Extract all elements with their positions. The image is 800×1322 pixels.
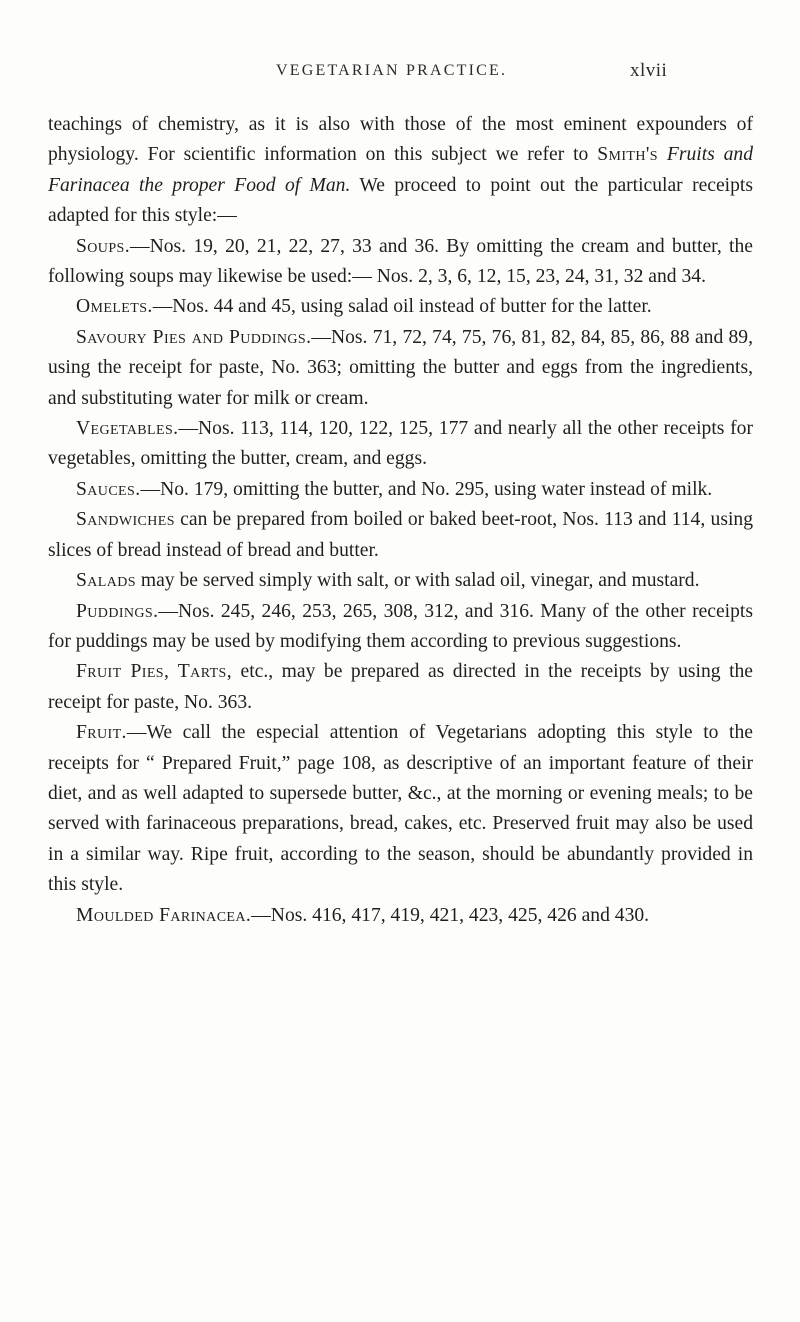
puddings-body: —Nos. 245, 246, 253, 265, 308, 312, and 316. Many of the other receipts for puddings may be used by modifying them according to previous suggestions. xyxy=(48,600,753,652)
vegetables-body: —Nos. 113, 114, 120, 122, 125, 177 and nearly all the other receipts for vegetables, omitting the butter, cream, and eggs. xyxy=(48,418,753,470)
paragraph-fruit-pies xyxy=(48,657,753,718)
salads-heading: Salads xyxy=(76,570,136,592)
paragraph-intro xyxy=(48,110,753,232)
intro-lead: teachings of chemistry, as it is also with those of the most eminent expounders of physiology. For scientific information on this subject we refer to xyxy=(48,114,753,166)
fruit-pies-body: etc., may be prepared as directed in the receipts by using the receipt for paste, No. 363. xyxy=(48,661,754,713)
paragraph-salads xyxy=(48,566,753,596)
vegetables-heading: Vegetables. xyxy=(76,418,179,440)
paragraph-puddings xyxy=(48,597,753,658)
paragraph-vegetables xyxy=(48,414,753,475)
intro-book-title: Fruits and Farinacea the proper Food of Man. xyxy=(48,144,754,196)
puddings-heading: Puddings. xyxy=(76,600,159,622)
sauces-body: —No. 179, omitting the butter, and No. 295, using water instead of milk. xyxy=(140,478,713,500)
soups-body: —Nos. 19, 20, 21, 22, 27, 33 and 36. By omitting the cream and butter, the following soups may likewise be used:— Nos. 2, 3, 6, 12, 15, 23, 24, 31, 32 and 34. xyxy=(48,235,753,288)
intro-author: Smith's xyxy=(597,144,658,166)
paragraph-savoury xyxy=(48,323,753,414)
paragraph-sauces xyxy=(48,475,753,505)
fruit-body: —We call the especial attention of Vegetarians adopting this style to the receipts for “ Prepared Fruit,” page 108, as descriptive of an important feature of their diet, and as well adapted to supersede butter, &c., at the morning or evening meals; to be served with farinaceous preparations, bread, cakes, etc. Preserved fruit may also be used in a similar way. Ripe fruit, according to the season, should be abundantly provided in this style. xyxy=(48,722,753,896)
savoury-body: —Nos. 71, 72, 74, 75, 76, 81, 82, 84, 85, 86, 88 and 89, using the receipt for paste, No. 363; omitting the butter and eggs from the ingredients, and substituting water for milk or cream. xyxy=(48,326,753,409)
salads-body: may be served simply with salt, or with salad oil, vinegar, and mustard. xyxy=(135,570,700,592)
paragraph-soups xyxy=(48,232,753,293)
savoury-heading: Savoury Pies and Puddings. xyxy=(76,326,312,348)
running-title: VEGETARIAN PRACTICE. xyxy=(276,62,508,79)
body-text xyxy=(48,110,753,931)
page-number: xlvii xyxy=(630,60,668,81)
paragraph-sandwiches xyxy=(48,505,753,566)
fruit-pies-heading: Fruit Pies, Tarts, xyxy=(76,661,233,683)
moulded-body: —Nos. 416, 417, 419, 421, 423, 425, 426 and 430. xyxy=(251,904,650,926)
sauces-heading: Sauces. xyxy=(76,478,141,500)
soups-heading: Soups. xyxy=(76,235,130,257)
paragraph-moulded xyxy=(48,901,753,931)
moulded-heading: Moulded Farinacea. xyxy=(76,904,252,926)
sandwiches-heading: Sandwiches xyxy=(76,509,175,531)
paragraph-omelets xyxy=(48,292,753,322)
paragraph-fruit xyxy=(48,718,753,900)
intro-tail: We proceed to point out the particular receipts adapted for this style:— xyxy=(48,174,753,227)
omelets-heading: Omelets. xyxy=(76,296,153,318)
fruit-heading: Fruit. xyxy=(76,722,127,744)
sandwiches-body: can be prepared from boiled or baked beet-root, Nos. 113 and 114, using slices of bread instead of bread and butter. xyxy=(48,509,753,561)
omelets-body: —Nos. 44 and 45, using salad oil instead of butter for the latter. xyxy=(152,296,652,318)
